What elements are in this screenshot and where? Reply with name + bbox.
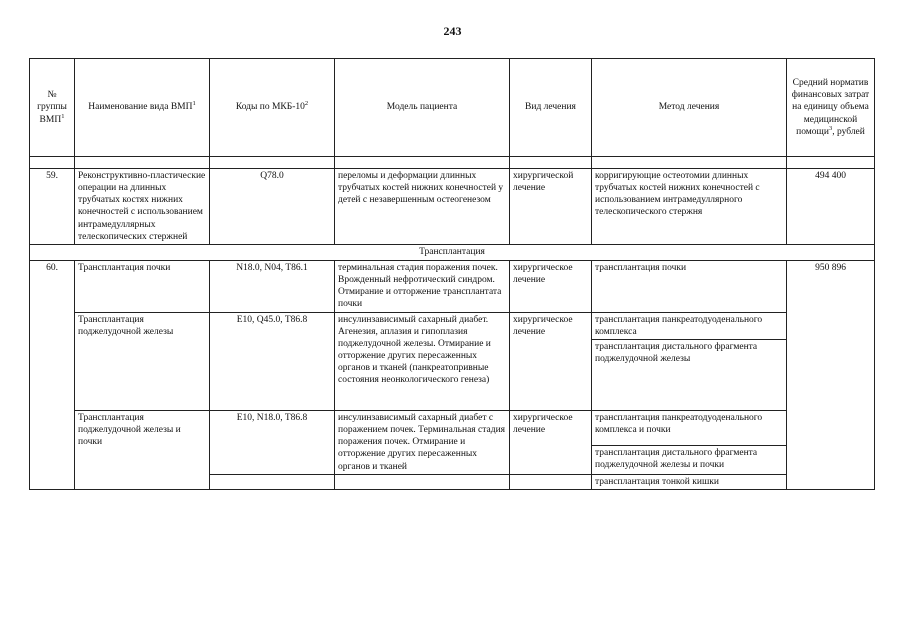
icd-codes-empty xyxy=(210,474,335,489)
table-row-60-small-intestine xyxy=(30,474,875,489)
header-treatment-type: Вид лечения xyxy=(510,59,592,157)
page-number: 243 xyxy=(443,24,462,38)
group-number: 60. xyxy=(30,260,75,489)
treatment-method: трансплантация почки xyxy=(592,260,787,312)
group-number: 59. xyxy=(30,169,75,245)
treatment-method: трансплантация панкреатодуоденального комплекса и почки xyxy=(592,410,787,445)
treatment-method: трансплантация дистального фрагмента поджелудочной железы xyxy=(592,339,787,410)
treatment-type-empty xyxy=(510,474,592,489)
patient-model: терминальная стадия поражения почек. Врожденный нефротический синдром. Отмирание и отторжение трансплантата почки xyxy=(335,260,510,312)
header-icd-codes: Коды по МКБ-$10^2$ xyxy=(210,59,335,157)
icd-codes: N18.0, N04, T86.1 xyxy=(210,260,335,312)
spacer-row xyxy=(30,157,875,169)
vmp-name: Трансплантация почки xyxy=(75,260,210,312)
treatment-method: трансплантация тонкой кишки xyxy=(592,474,787,489)
vmp-table xyxy=(29,58,875,490)
section-row xyxy=(30,244,875,260)
vmp-name: Трансплантация поджелудочной железы xyxy=(75,312,210,410)
header-row xyxy=(30,59,875,157)
header-patient-model: Модель пациента xyxy=(335,59,510,157)
header-average-cost: Средний норматив финансовых затрат на единицу объема медицинской помощи$^3$, рублей xyxy=(787,59,875,157)
treatment-type: хирургическое лечение xyxy=(510,260,592,312)
average-cost: 950 896 xyxy=(787,260,875,489)
treatment-method: трансплантация панкреатодуоденального комплекса xyxy=(592,312,787,339)
icd-codes: E10, Q45.0, T86.8 xyxy=(210,312,335,410)
treatment-type: хирургическое лечение xyxy=(510,312,592,410)
header-vmp-name: Наименование вида ВМП$^1$ xyxy=(75,59,210,157)
header-treatment-method: Метод лечения xyxy=(592,59,787,157)
treatment-type: хирургической лечение xyxy=(510,169,592,245)
table-row-59 xyxy=(30,169,875,245)
patient-model: инсулинзависимый сахарный диабет с поражением почек. Терминальная стадия поражения почек. Отмирание и отторжение других пересаженных органов и тканей xyxy=(335,410,510,474)
vmp-name: Трансплантация поджелудочной железы и почки xyxy=(75,410,210,474)
vmp-name-empty xyxy=(75,474,210,489)
patient-model: инсулинзависимый сахарный диабет. Агенезия, аплазия и гипоплазия поджелудочной железы. Отмирание и отторжение других пересаженных органов и тканей (панкреатопривные состояния неонкологического генеза) xyxy=(335,312,510,410)
section-title: Трансплантация xyxy=(30,244,875,260)
average-cost: 494 400 xyxy=(787,169,875,245)
treatment-method: корригирующие остеотомии длинных трубчатых костей нижних конечностей с использованием интрамедуллярного телескопического стержня xyxy=(592,169,787,245)
table-row-60-pancreas xyxy=(30,312,875,339)
table-row-60-pancreas-kidney xyxy=(30,410,875,445)
treatment-method: трансплантация дистального фрагмента поджелудочной железы и почки xyxy=(592,445,787,474)
patient-model: переломы и деформации длинных трубчатых костей нижних конечностей у детей с незавершенным остеогенезом xyxy=(335,169,510,245)
table-row-60-kidney xyxy=(30,260,875,312)
patient-model-empty xyxy=(335,474,510,489)
icd-codes: Q78.0 xyxy=(210,169,335,245)
icd-codes: E10, N18.0, T86.8 xyxy=(210,410,335,474)
header-group-number: № группы ВМП$^1$ xyxy=(30,59,75,157)
vmp-name: Реконструктивно-пластические операции на длинных трубчатых костях нижних конечностей с использованием интрамедуллярных телескопических стержней xyxy=(75,169,210,245)
treatment-type: хирургическое лечение xyxy=(510,410,592,474)
